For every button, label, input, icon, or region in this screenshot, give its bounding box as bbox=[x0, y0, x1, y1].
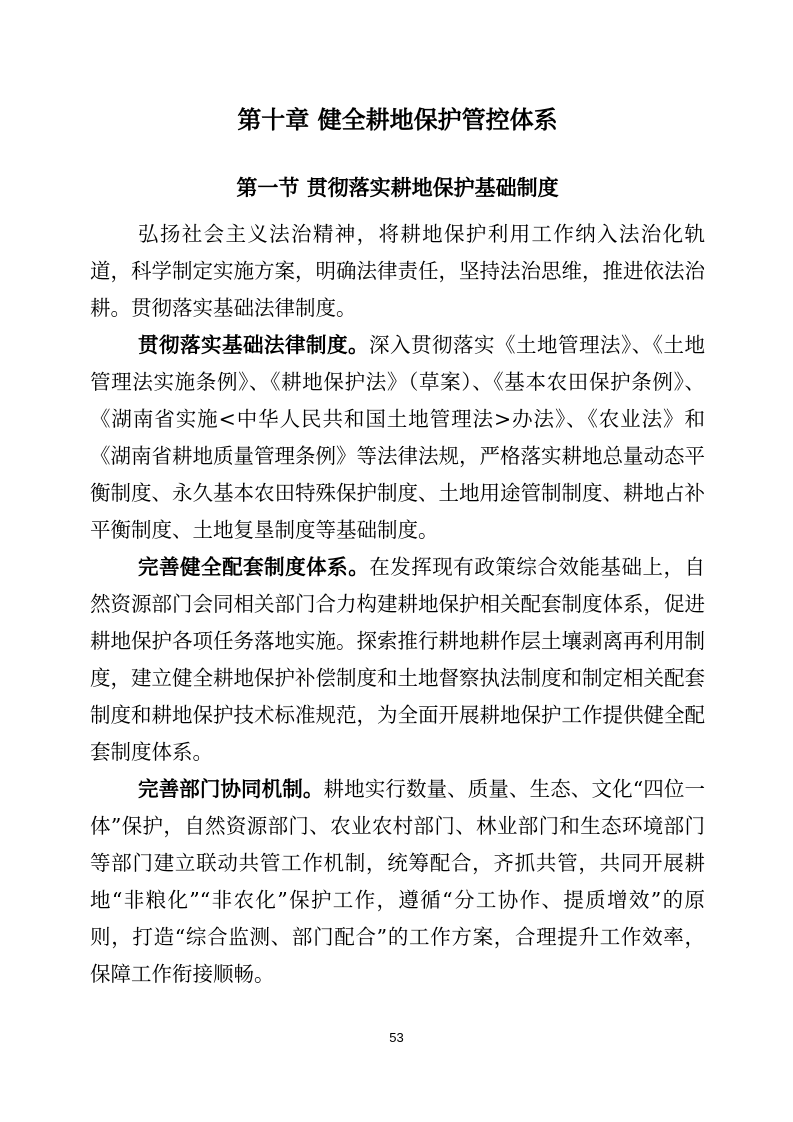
paragraph bbox=[90, 327, 705, 549]
paragraph-text: 耕地实行数量、质量、生态、文化“四位一体”保护，自然资源部门、农业农村部门、林业部门和生态环境部门等部门建立联动共管工作机制，统筹配合，齐抓共管，共同开展耕地“非粮化”“非农化”保护工作，遵循“分工协作、提质增效”的原则，打造“综合监测、部门配合”的工作方案，合理提升工作效率，保障工作衔接顺畅。 bbox=[90, 777, 706, 986]
section-title: 第一节 贯彻落实耕地保护基础制度 bbox=[236, 176, 559, 200]
paragraph-lead: 完善健全配套制度体系。 bbox=[138, 555, 370, 579]
paragraph-text: 深入贯彻落实《土地管理法》、《土地管理法实施条例》、《耕地保护法》（草案）、《基本农田保护条例》、《湖南省实施<中华人民共和国土地管理法>办法》、《农业法》和《湖南省耕地质量管理条例》等法律法规，严格落实耕地总量动态平衡制度、永久基本农田特殊保护制度、土地用途管制制度、耕地占补平衡制度、土地复垦制度等基础制度。 bbox=[90, 333, 705, 542]
paragraph-text: 在发挥现有政策综合效能基础上，自然资源部门会同相关部门合力构建耕地保护相关配套制度体系，促进耕地保护各项任务落地实施。探索推行耕地耕作层土壤剥离再利用制度，建立健全耕地保护补偿制度和土地督察执法制度和制定相关配套制度和耕地保护技术标准规范，为全面开展耕地保护工作提供健全配套制度体系。 bbox=[90, 555, 706, 764]
paragraph-text: 弘扬社会主义法治精神，将耕地保护利用工作纳入法治化轨道，科学制定实施方案，明确法律责任，坚持法治思维，推进依法治耕。贯彻落实基础法律制度。 bbox=[90, 222, 705, 320]
paragraph-lead: 贯彻落实基础法律制度。 bbox=[138, 333, 369, 357]
body-text bbox=[90, 216, 705, 993]
paragraph bbox=[90, 549, 705, 771]
chapter-title: 第十章 健全耕地保护管控体系 bbox=[237, 106, 558, 134]
paragraph bbox=[90, 216, 705, 327]
paragraph bbox=[90, 771, 705, 993]
page-number: 53 bbox=[389, 1030, 404, 1045]
paragraph-lead: 完善部门协同机制。 bbox=[138, 777, 324, 801]
